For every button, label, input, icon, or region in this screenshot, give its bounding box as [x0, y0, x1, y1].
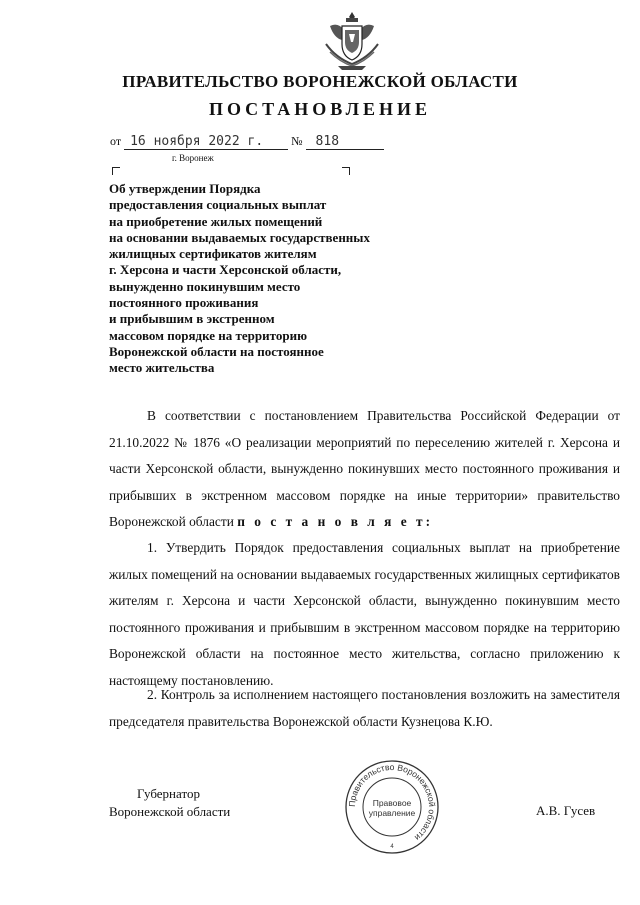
signatory-title-line2: Воронежской области: [109, 804, 231, 819]
date-number-line: [110, 134, 384, 150]
intro-paragraph: [109, 403, 620, 536]
stamp-number: 4: [390, 844, 394, 850]
heading-line: вынужденно покинувшим место: [109, 278, 301, 294]
number-label: №: [291, 134, 303, 148]
heading-corner-left: [112, 167, 120, 175]
organization-name: ПРАВИТЕЛЬСТВО ВОРОНЕЖСКОЙ ОБЛАСТИ: [122, 72, 518, 91]
city-name: г. Воронеж: [172, 153, 214, 163]
signatory-title-line1: Губернатор: [137, 786, 200, 801]
heading-line: на основании выдаваемых государственных: [109, 229, 370, 245]
document-type: ПОСТАНОВЛЕНИЕ: [208, 99, 432, 119]
document-heading: [109, 181, 439, 377]
from-label: от: [110, 134, 122, 148]
intro-text: В соответствии с постановлением Правительства Российской Федерации от 21.10.2022 № 1876 «О реализации мероприятий по переселению жителей г. Херсона и части Херсонской области, вынужденно покинувших место постоянного проживания и прибывших в экстренном массовом порядке на иные территории» правительство Воронежской области: [109, 408, 620, 529]
heading-line: г. Херсона и части Херсонской области,: [109, 262, 342, 278]
item-2-paragraph: 2. Контроль за исполнением настоящего постановления возложить на заместителя председателя правительства Воронежской области Кузнецова К.Ю.: [109, 687, 620, 729]
heading-line: Об утверждении Порядка: [109, 181, 261, 196]
legal-department-stamp: [343, 758, 441, 856]
heading-line: предоставления социальных выплат: [109, 197, 327, 213]
stamp-center-line2: управление: [368, 808, 416, 818]
resolves-word: п о с т а н о в л я е т:: [237, 514, 434, 529]
stamp-ring-text: Правительство Воронежской области: [346, 761, 438, 843]
heading-corner-right: [342, 167, 350, 175]
heading-line: место жительства: [109, 360, 215, 376]
document-number: 818: [306, 134, 384, 150]
heading-line: жилищных сертификатов жителям: [109, 246, 317, 262]
signatory-name: А.В. Гусев: [536, 803, 596, 818]
signatory-title: [109, 785, 230, 821]
coat-of-arms-icon: [316, 8, 388, 74]
heading-line: Воронежской области на постоянное: [109, 343, 324, 359]
stamp-center-line1: Правовое: [372, 798, 412, 808]
heading-line: на приобретение жилых помещений: [109, 213, 323, 229]
heading-line: и прибывшим в экстренном: [109, 311, 275, 327]
heading-line: постоянного проживания: [109, 295, 259, 311]
heading-line: массовом порядке на территорию: [109, 327, 308, 343]
document-date: 16 ноября 2022 г.: [124, 134, 288, 150]
item-1-paragraph: 1. Утвердить Порядок предоставления социальных выплат на приобретение жилых помещений на основании выдаваемых государственных жилищных сертификатов жителям г. Херсона и части Херсонской области, вынужденно покинувшим место постоянного проживания и прибывшим в экстренном массовом порядке на территорию Воронежской области на постоянное место жительства, согласно приложению к настоящему постановлению.: [109, 540, 620, 688]
